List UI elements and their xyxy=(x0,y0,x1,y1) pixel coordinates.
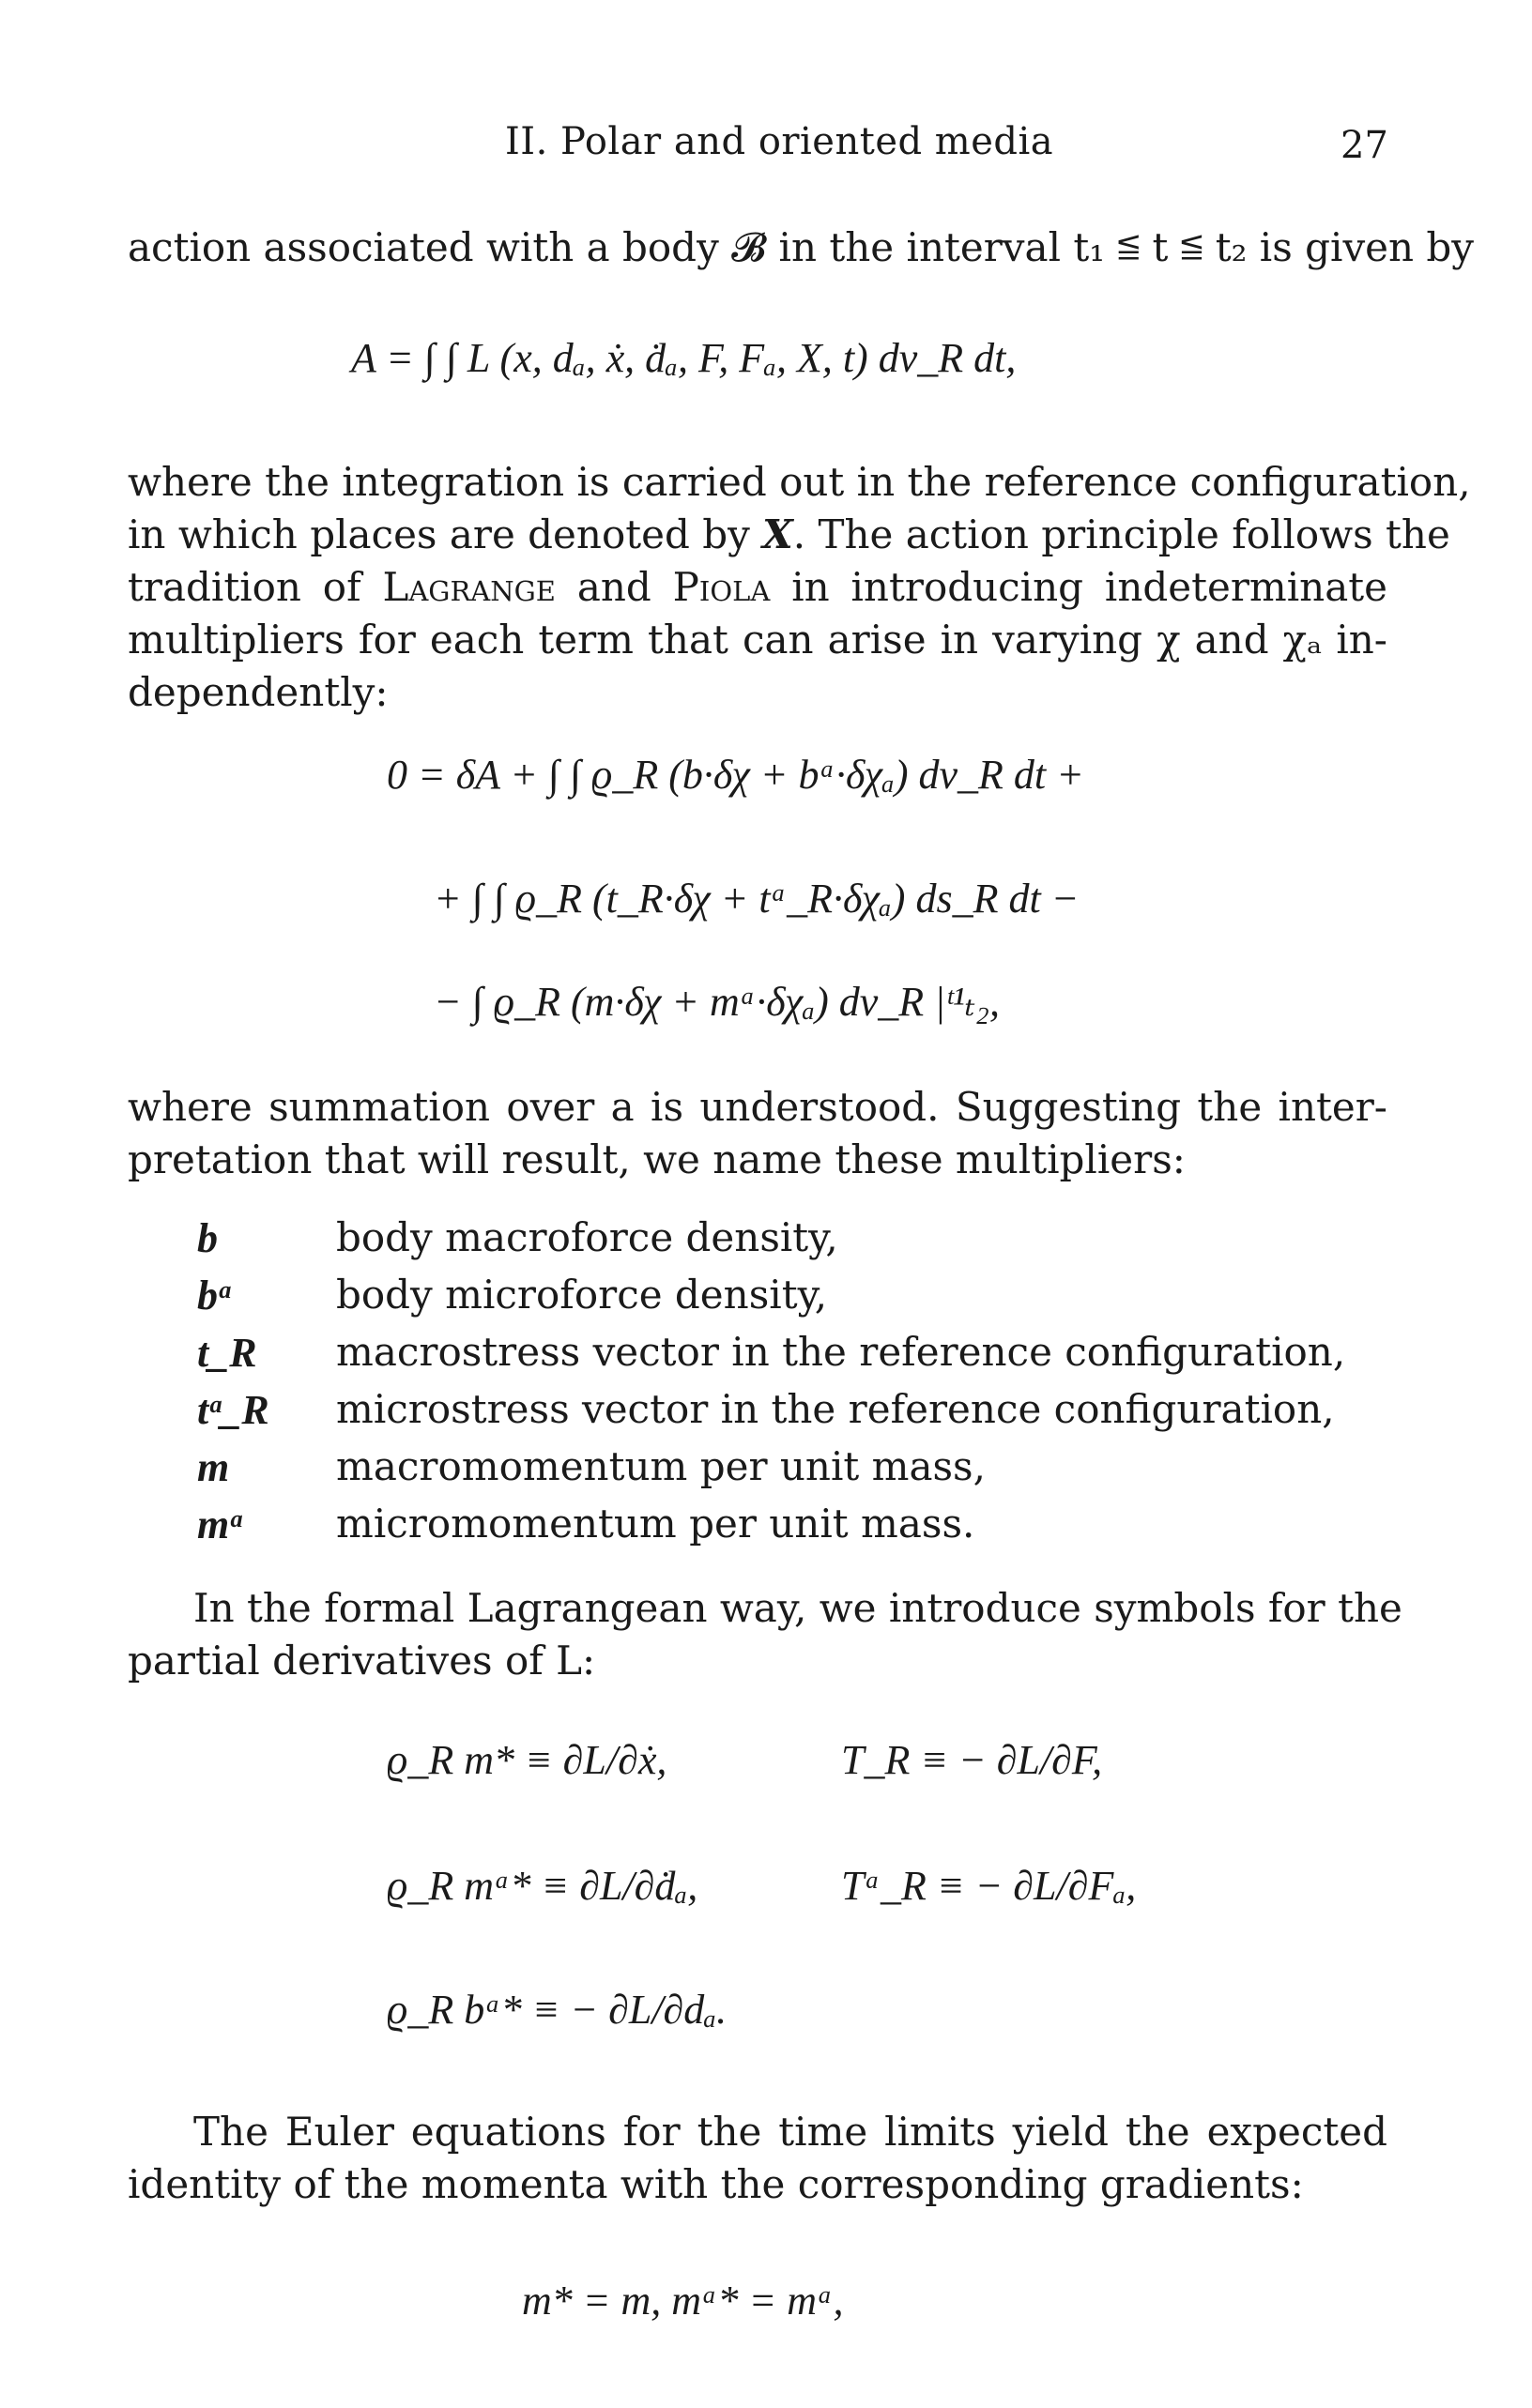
equation-derivative-ma: ϱ_R mᵃ* ≡ ∂L/∂ḋₐ, xyxy=(387,1863,698,1909)
multiplier-symbol: b xyxy=(197,1215,218,1261)
multiplier-description: macromomentum per unit mass, xyxy=(336,1443,986,1489)
paragraph-intro xyxy=(128,221,1475,274)
name-lagrange: Lagrange xyxy=(382,564,556,610)
text-line: in which places are denoted by X. The action principle follows the xyxy=(128,511,1450,557)
equation-principle-line2: + ∫ ∫ ϱ_R (t_R·δχ + tᵃ_R·δχₐ) ds_R dt − xyxy=(434,876,1080,922)
multiplier-description: body macroforce density, xyxy=(336,1214,838,1260)
multiplier-symbol: bᵃ xyxy=(197,1273,231,1318)
equation-derivative-ba: ϱ_R bᵃ* ≡ − ∂L/∂dₐ. xyxy=(387,1987,728,2033)
equation-derivative-m: ϱ_R m* ≡ ∂L/∂ẋ, xyxy=(387,1737,667,1783)
paragraph-lagrangean xyxy=(128,1582,1402,1687)
multiplier-symbol: t_R xyxy=(197,1330,257,1376)
list-item xyxy=(197,1272,1417,1329)
paragraph-integration xyxy=(128,456,1471,719)
multiplier-description: body microforce density, xyxy=(336,1272,828,1318)
text-line: where the integration is carried out in the reference configuration, xyxy=(128,459,1471,505)
equation-principle-line1: 0 = δA + ∫ ∫ ϱ_R (b·δχ + bᵃ·δχₐ) dv_R dt + xyxy=(387,752,1084,798)
running-title: II. Polar and oriented media xyxy=(505,120,1054,163)
multiplier-description: macrostress vector in the reference configuration, xyxy=(336,1329,1346,1375)
text-line: In the formal Lagrangean way, we introduce symbols for the xyxy=(193,1585,1402,1631)
text-line: tradition of Lagrange and Piola in introducing indeterminate xyxy=(128,564,1387,610)
page-number: 27 xyxy=(1340,124,1388,167)
list-item xyxy=(197,1386,1417,1443)
text-line: action associated with a body 𝓑 in the interval t₁ ≦ t ≦ t₂ is given by xyxy=(128,224,1475,270)
text-line: pretation that will result, we name these multipliers: xyxy=(128,1136,1186,1182)
symbol-X: X xyxy=(762,511,793,557)
name-piola: Piola xyxy=(672,564,771,610)
multiplier-symbol: m xyxy=(197,1444,230,1490)
equation-momenta: m* = m, mᵃ* = mᵃ, xyxy=(522,2278,844,2324)
equation-derivative-Ta: Tᵃ_R ≡ − ∂L/∂Fₐ, xyxy=(841,1863,1137,1909)
multiplier-symbol: mᵃ xyxy=(197,1501,242,1547)
paragraph-summation xyxy=(128,1081,1387,1186)
paragraph-euler xyxy=(128,2106,1387,2211)
list-item xyxy=(197,1501,1417,1558)
text-line: dependently: xyxy=(128,669,389,715)
multiplier-description: microstress vector in the reference configuration, xyxy=(336,1386,1335,1432)
equation-principle-line3: − ∫ ϱ_R (m·δχ + mᵃ·δχₐ) dv_R |ᵗ¹ₜ₂, xyxy=(434,979,1000,1025)
multiplier-symbol: tᵃ_R xyxy=(197,1387,269,1433)
list-item xyxy=(197,1329,1417,1386)
text-line: where summation over a is understood. Suggesting the inter- xyxy=(128,1084,1387,1130)
text-line: partial derivatives of L: xyxy=(128,1638,596,1684)
equation-derivative-T: T_R ≡ − ∂L/∂F, xyxy=(841,1737,1103,1783)
list-item xyxy=(197,1214,1417,1272)
equation-action: A = ∫ ∫ L (x, dₐ, ẋ, ḋₐ, F, Fₐ, X, t) dv_R dt, xyxy=(351,335,1017,381)
multipliers-list xyxy=(197,1214,1417,1558)
text-line: identity of the momenta with the corresponding gradients: xyxy=(128,2161,1304,2207)
text-line: The Euler equations for the time limits yield the expected xyxy=(193,2109,1387,2155)
multiplier-description: micromomentum per unit mass. xyxy=(336,1501,975,1547)
list-item xyxy=(197,1443,1417,1501)
text-line: multipliers for each term that can arise in varying χ and χₐ in- xyxy=(128,617,1387,663)
